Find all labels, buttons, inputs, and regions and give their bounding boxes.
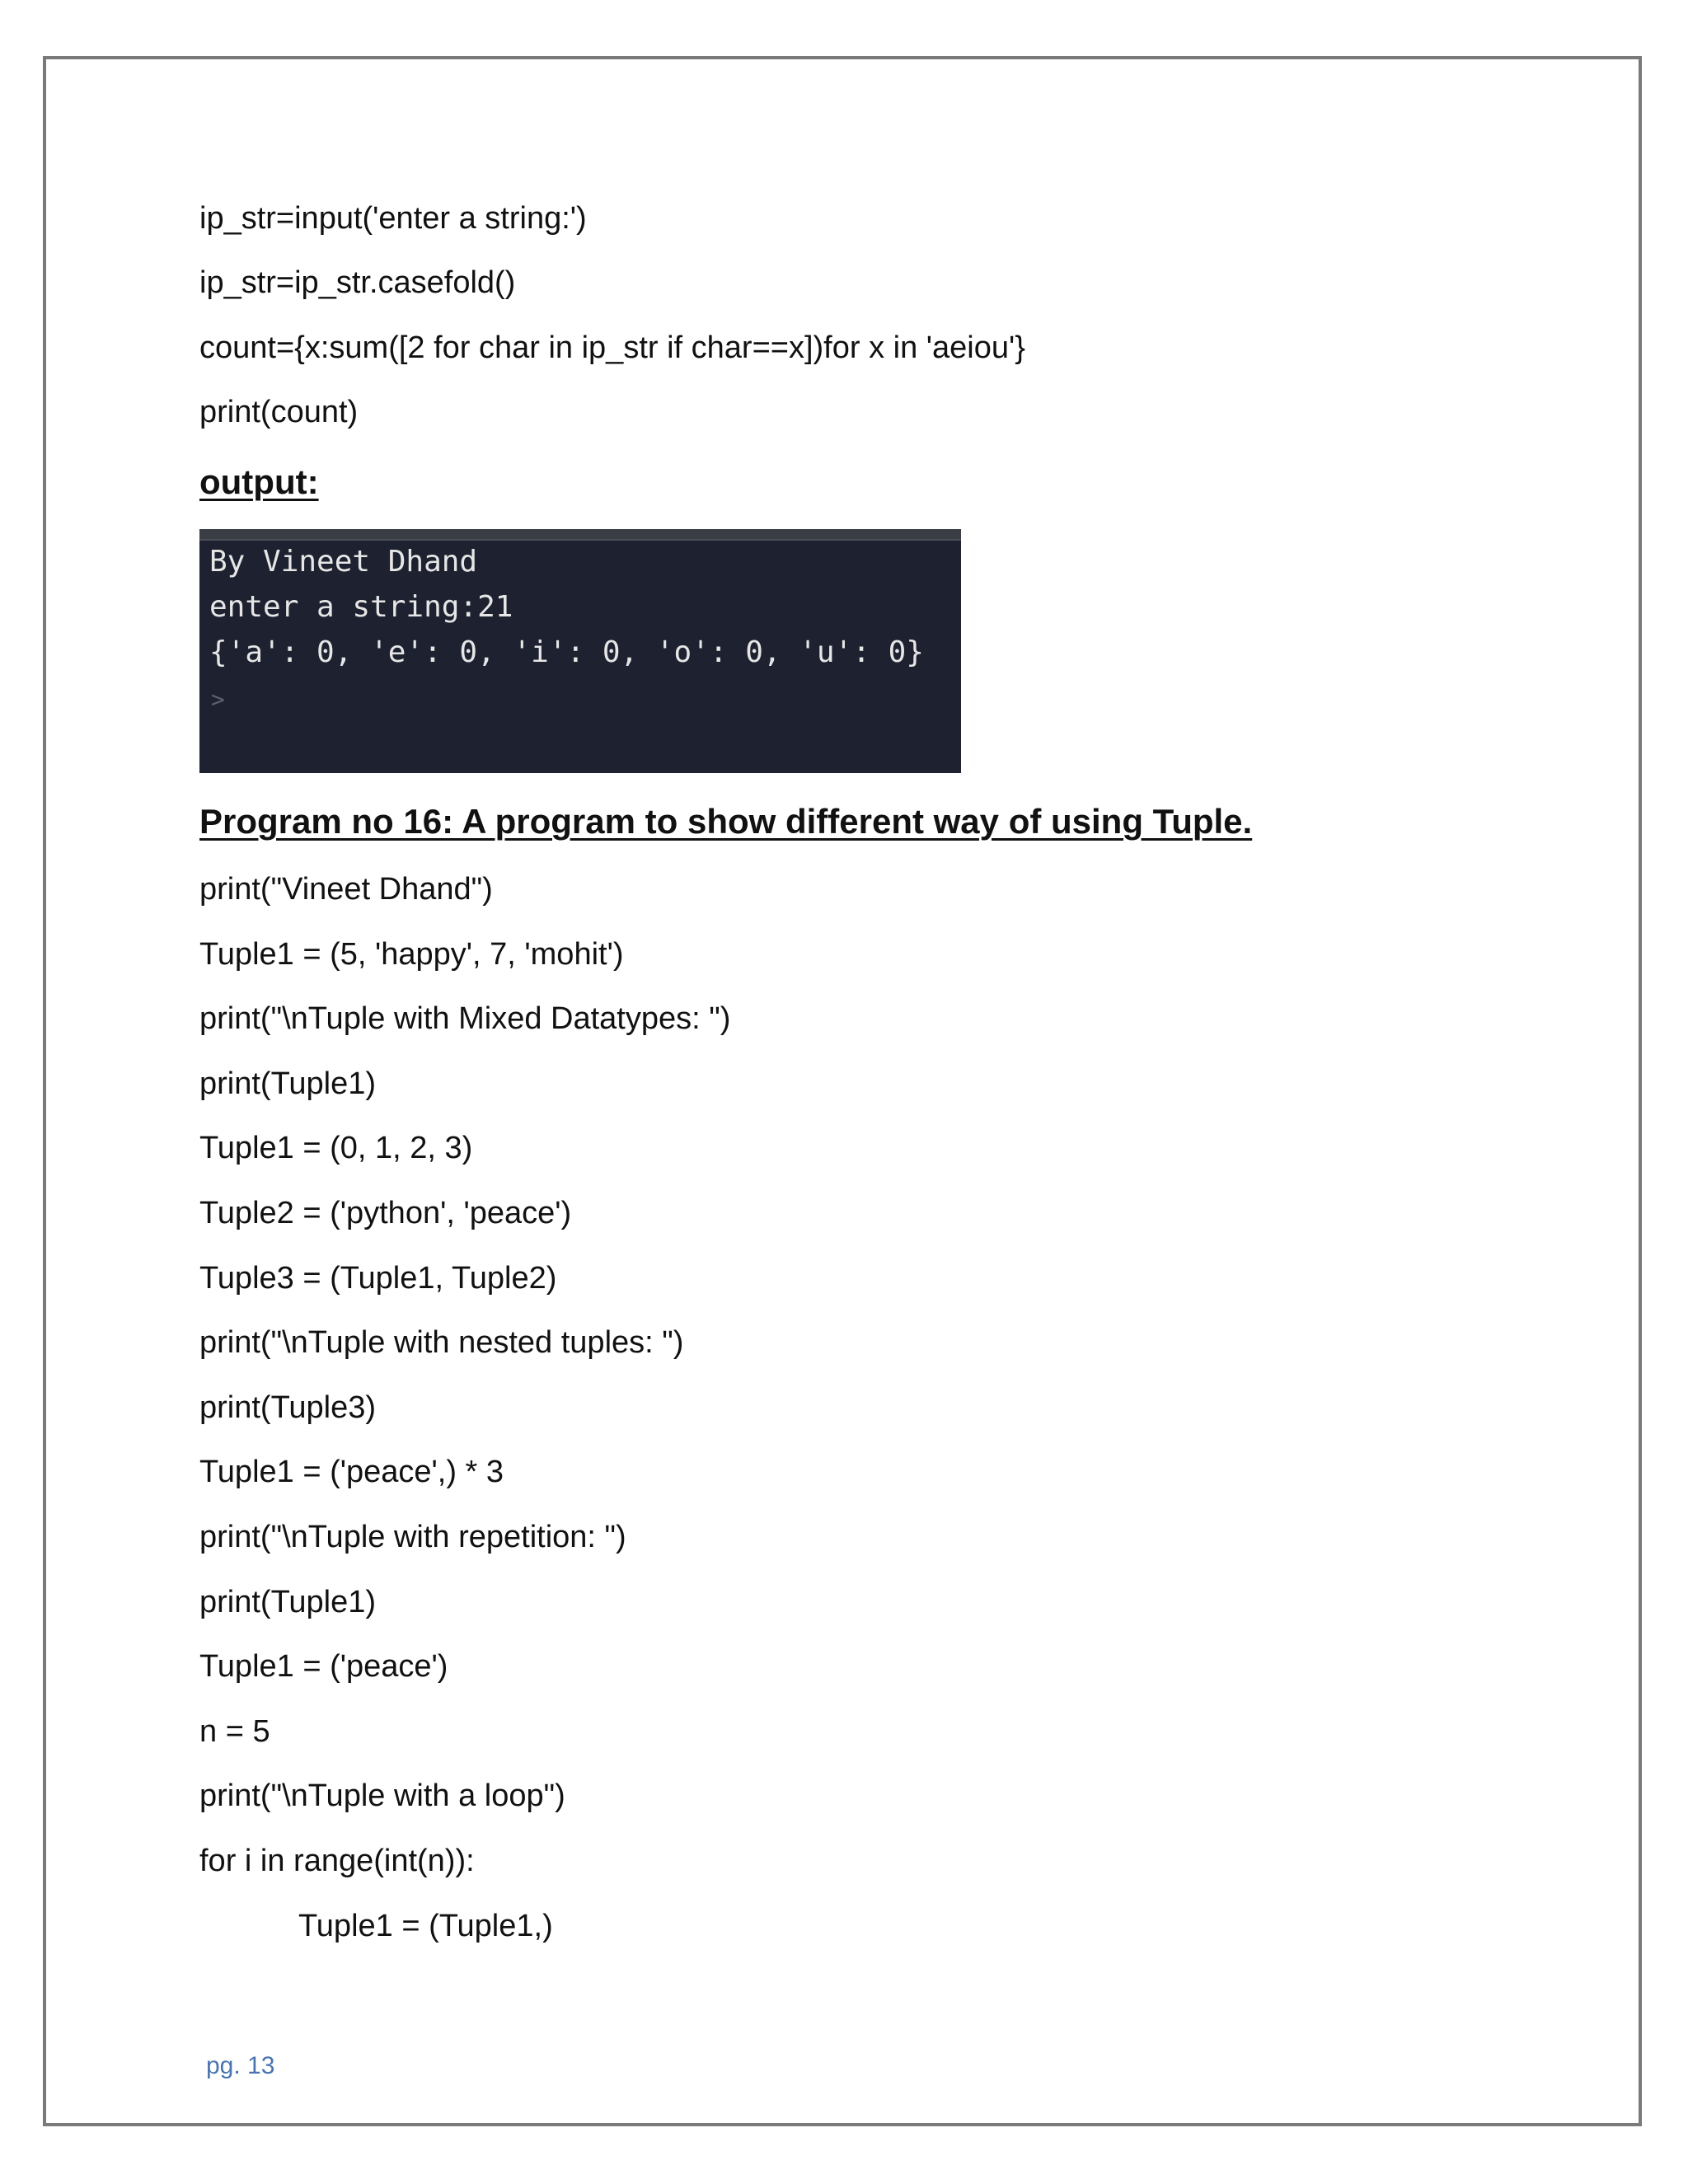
program-heading: Program no 16: A program to show different way of using Tuple. (199, 802, 1253, 841)
code-line: ip_str=input('enter a string:') (199, 201, 587, 236)
terminal-line: By Vineet Dhand (209, 545, 478, 579)
code-line: Tuple1 = (0, 1, 2, 3) (199, 1131, 473, 1165)
code-line: for i in range(int(n)): (199, 1844, 475, 1878)
code-line: print("\nTuple with a loop") (199, 1779, 565, 1813)
code-line: Tuple3 = (Tuple1, Tuple2) (199, 1261, 557, 1296)
terminal-output-screenshot (199, 529, 961, 773)
code-line: print("\nTuple with nested tuples: ") (199, 1325, 684, 1360)
code-line: ip_str=ip_str.casefold() (199, 265, 516, 300)
terminal-line: enter a string:21 (209, 590, 513, 624)
code-line: print(count) (199, 395, 359, 429)
code-line: print("Vineet Dhand") (199, 872, 493, 907)
code-line-indented: Tuple1 = (Tuple1,) (298, 1909, 553, 1943)
code-line: Tuple1 = ('peace',) * 3 (199, 1455, 504, 1489)
code-line: Tuple1 = (5, 'happy', 7, 'mohit') (199, 937, 624, 972)
code-line: n = 5 (199, 1714, 270, 1749)
terminal-prompt: > (211, 686, 225, 713)
code-line: Tuple1 = ('peace') (199, 1649, 448, 1684)
output-heading: output: (199, 462, 319, 501)
code-line: print(Tuple1) (199, 1066, 377, 1101)
page-number: pg. 13 (206, 2052, 275, 2079)
code-line: print(Tuple3) (199, 1390, 377, 1425)
code-line: print("\nTuple with repetition: ") (199, 1520, 626, 1554)
code-line: Tuple2 = ('python', 'peace') (199, 1196, 572, 1230)
code-line: print("\nTuple with Mixed Datatypes: ") (199, 1001, 731, 1036)
code-line: count={x:sum([2 for char in ip_str if char==x])for x in 'aeiou'} (199, 330, 1025, 365)
code-line: print(Tuple1) (199, 1585, 377, 1619)
terminal-line: {'a': 0, 'e': 0, 'i': 0, 'o': 0, 'u': 0} (209, 635, 924, 669)
